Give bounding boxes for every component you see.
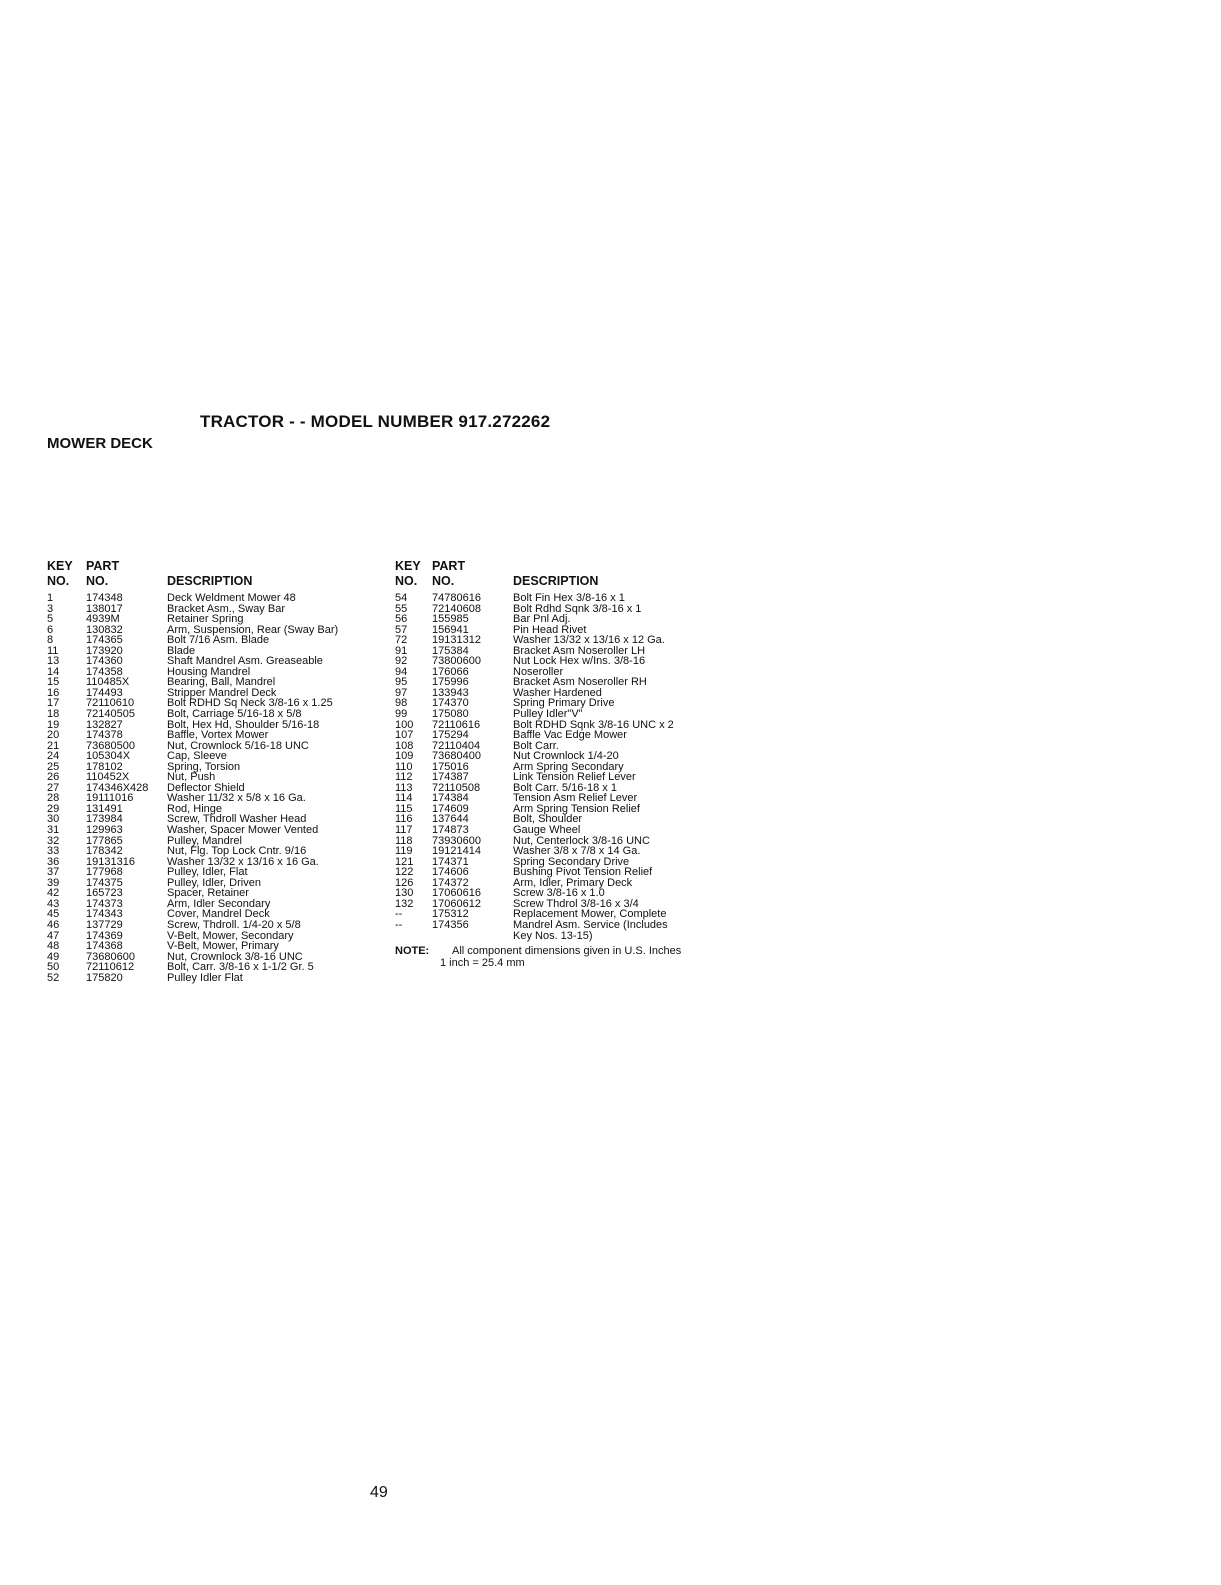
description: Nut Lock Hex w/Ins. 3/8-16: [513, 655, 646, 668]
description: Bar Pnl Adj.: [513, 613, 571, 626]
description: Spring Secondary Drive: [513, 855, 630, 868]
description: Arm, Idler, Primary Deck: [513, 876, 633, 889]
description: Screw Thdrol 3/8-16 x 3/4: [513, 897, 639, 910]
key-no: 113: [395, 781, 413, 794]
description: Screw 3/8-16 x 1.0: [513, 887, 605, 900]
description: Bolt 7/16 Asm. Blade: [167, 634, 270, 647]
key-no: 27: [47, 781, 60, 794]
key-no: 6: [47, 623, 54, 636]
description: Baffle Vac Edge Mower: [513, 729, 627, 742]
key-no: 42: [47, 887, 60, 900]
header-description: DESCRIPTION: [513, 574, 599, 588]
description: Nut, Flg. Top Lock Cntr. 9/16: [167, 845, 307, 858]
part-no: 174348: [86, 592, 123, 604]
part-no: 178342: [86, 845, 123, 858]
key-no: 110: [395, 760, 413, 773]
key-no: 46: [47, 918, 60, 931]
description: Deck Weldment Mower 48: [167, 592, 296, 604]
description: Mandrel Asm. Service (Includes: [513, 918, 668, 931]
description: Washer 3/8 x 7/8 x 14 Ga.: [513, 845, 641, 858]
description: Blade: [167, 644, 196, 657]
description: Nut, Push: [167, 771, 216, 784]
key-no: 99: [395, 708, 408, 721]
description: Bolt Carr. 5/16-18 x 1: [513, 781, 617, 794]
description: Bracket Asm Noseroller RH: [513, 676, 647, 689]
key-no: 108: [395, 739, 414, 752]
description: Bolt, Shoulder: [513, 813, 583, 826]
header-key-line1: KEY: [395, 559, 421, 573]
description: Bolt RDHD Sqnk 3/8-16 UNC x 2: [513, 718, 674, 731]
table-row: [47, 709, 387, 720]
key-no: --: [395, 908, 403, 921]
key-no: 14: [47, 665, 60, 678]
part-no: 174346X428: [86, 781, 149, 794]
parts-list-right: [395, 559, 725, 970]
table-row: [395, 709, 725, 720]
description: Key Nos. 13-15): [513, 929, 593, 942]
key-no: 30: [47, 813, 60, 826]
key-no: 45: [47, 908, 60, 921]
part-no: 72140505: [86, 708, 135, 721]
section-title: MOWER DECK: [47, 435, 153, 452]
key-no: 55: [395, 602, 408, 615]
table-row: [395, 593, 725, 604]
description: Bolt, Carr. 3/8-16 x 1-1/2 Gr. 5: [167, 961, 314, 974]
description: Arm Spring Tension Relief: [513, 802, 640, 815]
key-no: 92: [395, 655, 408, 668]
key-no: --: [395, 918, 403, 931]
part-no: 129963: [86, 824, 123, 837]
part-no: 174343: [86, 908, 123, 921]
part-no: 174356: [432, 918, 469, 931]
note-line-2: 1 inch = 25.4 mm: [440, 957, 525, 970]
description: Pulley Idler Flat: [167, 971, 243, 984]
description: Stripper Mandrel Deck: [167, 686, 277, 699]
key-no: 16: [47, 686, 60, 699]
description: Washer 13/32 x 13/16 x 16 Ga.: [167, 855, 319, 868]
part-no: 19111016: [86, 792, 134, 805]
description: Spacer, Retainer: [167, 887, 249, 900]
description: Rod, Hinge: [167, 802, 223, 815]
header-part-line1: PART: [432, 559, 466, 573]
description: Washer, Spacer Mower Vented: [167, 824, 319, 837]
description: Retainer Spring: [167, 613, 244, 626]
part-no: 138017: [86, 602, 123, 615]
part-no: 177865: [86, 834, 123, 847]
part-no: 72110612: [86, 961, 135, 974]
part-no: 73680600: [86, 950, 135, 963]
header-part-line1: PART: [86, 559, 120, 573]
part-no: 137729: [86, 918, 123, 931]
key-no: 43: [47, 897, 60, 910]
description: Shaft Mandrel Asm. Greaseable: [167, 655, 323, 668]
key-no: 13: [47, 655, 60, 668]
part-no: 17060612: [432, 897, 481, 910]
part-no: 130832: [86, 623, 123, 636]
key-no: 24: [47, 750, 60, 763]
part-no: 174369: [86, 929, 123, 942]
key-no: 39: [47, 876, 60, 889]
part-no: 133943: [432, 686, 469, 699]
key-no: 117: [395, 824, 413, 837]
part-no: 174372: [432, 876, 469, 889]
description: Nut Crownlock 1/4-20: [513, 750, 619, 763]
description: Nut, Crownlock 5/16-18 UNC: [167, 739, 309, 752]
description: Housing Mandrel: [167, 665, 251, 678]
part-no: 72140608: [432, 602, 481, 615]
description: Washer Hardened: [513, 686, 602, 699]
key-no: 1: [47, 592, 54, 604]
part-no: 110452X: [86, 771, 130, 784]
description: Spring Primary Drive: [513, 697, 615, 710]
part-no: 73800600: [432, 655, 481, 668]
table-row: [395, 920, 725, 931]
column-headers: [395, 559, 725, 593]
part-no: 174371: [432, 855, 469, 868]
key-no: 3: [47, 602, 54, 615]
part-no: 4939M: [86, 613, 120, 626]
key-no: 91: [395, 644, 408, 657]
key-no: 47: [47, 929, 60, 942]
description: Tension Asm Relief Lever: [513, 792, 638, 805]
description: Washer 11/32 x 5/8 x 16 Ga.: [167, 792, 306, 805]
header-part-line2: NO.: [432, 574, 455, 588]
part-no: 72110404: [432, 739, 481, 752]
part-no: 175312: [432, 908, 469, 921]
description: Replacement Mower, Complete: [513, 908, 667, 921]
table-row: [47, 825, 387, 836]
description: Bushing Pivot Tension Relief: [513, 866, 653, 879]
key-no: 94: [395, 665, 408, 678]
description: Pulley, Idler, Flat: [167, 866, 248, 879]
part-no: 19131312: [432, 634, 481, 647]
description: Bolt Fin Hex 3/8-16 x 1: [513, 592, 625, 604]
part-no: 175080: [432, 708, 469, 721]
part-no: 19121414: [432, 845, 481, 858]
table-row: [47, 920, 387, 931]
description: Cap, Sleeve: [167, 750, 227, 763]
description: Arm Spring Secondary: [513, 760, 624, 773]
key-no: 26: [47, 771, 60, 784]
key-no: 19: [47, 718, 60, 731]
table-row: [47, 973, 387, 984]
description: Nut, Centerlock 3/8-16 UNC: [513, 834, 650, 847]
description: Baffle, Vortex Mower: [167, 729, 269, 742]
description: Pin Head Rivet: [513, 623, 587, 636]
key-no: 28: [47, 792, 60, 805]
description: Link Tension Relief Lever: [513, 771, 636, 784]
part-no: 174365: [86, 634, 123, 647]
description: Bracket Asm., Sway Bar: [167, 602, 285, 615]
description: V-Belt, Mower, Secondary: [167, 929, 294, 942]
key-no: 25: [47, 760, 60, 773]
part-no: 74780616: [432, 592, 481, 604]
part-no: 73680500: [86, 739, 135, 752]
header-key-line1: KEY: [47, 559, 73, 573]
part-no: 177968: [86, 866, 123, 879]
key-no: 56: [395, 613, 408, 626]
key-no: 8: [47, 634, 54, 647]
part-no: 175384: [432, 644, 469, 657]
part-no: 110485X: [86, 676, 130, 689]
key-no: 17: [47, 697, 60, 710]
part-no: 19131316: [86, 855, 135, 868]
part-no: 132827: [86, 718, 123, 731]
part-no: 131491: [86, 802, 123, 815]
key-no: 57: [395, 623, 408, 636]
part-no: 156941: [432, 623, 469, 636]
description: Cover, Mandrel Deck: [167, 908, 270, 921]
description: Screw, Thdroll. 1/4-20 x 5/8: [167, 918, 301, 931]
header-description: DESCRIPTION: [167, 574, 253, 588]
key-no: 72: [395, 634, 408, 647]
part-no: 174378: [86, 729, 123, 742]
key-no: 37: [47, 866, 60, 879]
key-no: 11: [47, 644, 59, 657]
page-number: 49: [370, 1484, 388, 1501]
part-no: 155985: [432, 613, 469, 626]
key-no: 107: [395, 729, 414, 742]
part-no: 72110610: [86, 697, 135, 710]
part-no: 174370: [432, 697, 469, 710]
part-no: 174873: [432, 824, 469, 837]
part-no: 137644: [432, 813, 469, 826]
part-no: 174609: [432, 802, 469, 815]
part-no: 73930600: [432, 834, 481, 847]
part-no: 174387: [432, 771, 469, 784]
part-no: 72110616: [432, 718, 481, 731]
description: Arm, Idler Secondary: [167, 897, 271, 910]
description: Bolt Rdhd Sqnk 3/8-16 x 1: [513, 602, 642, 615]
key-no: 132: [395, 897, 414, 910]
parts-list-left: [47, 559, 387, 983]
key-no: 130: [395, 887, 414, 900]
key-no: 98: [395, 697, 408, 710]
key-no: 112: [395, 771, 413, 784]
key-no: 33: [47, 845, 60, 858]
description: Screw, Thdroll Washer Head: [167, 813, 307, 826]
part-no: 73680400: [432, 750, 481, 763]
part-no: 174373: [86, 897, 123, 910]
key-no: 29: [47, 802, 60, 815]
part-no: 174368: [86, 940, 123, 953]
key-no: 97: [395, 686, 408, 699]
description: Pulley, Mandrel: [167, 834, 242, 847]
key-no: 115: [395, 802, 413, 815]
key-no: 49: [47, 950, 60, 963]
part-no: 175016: [432, 760, 469, 773]
part-no: 174375: [86, 876, 123, 889]
description: Deflector Shield: [167, 781, 245, 794]
key-no: 20: [47, 729, 60, 742]
part-no: 17060616: [432, 887, 481, 900]
table-row: [47, 941, 387, 952]
description: Noseroller: [513, 665, 564, 678]
key-no: 48: [47, 940, 60, 953]
header-key-line2: NO.: [47, 574, 70, 588]
description: Bolt, Carriage 5/16-18 x 5/8: [167, 708, 302, 721]
key-no: 122: [395, 866, 414, 879]
key-no: 121: [395, 855, 414, 868]
key-no: 95: [395, 676, 408, 689]
description: Bolt Carr.: [513, 739, 559, 752]
description: Pulley Idler"V": [513, 708, 583, 721]
key-no: 5: [47, 613, 54, 626]
part-no: 174360: [86, 655, 123, 668]
description: Arm, Suspension, Rear (Sway Bar): [167, 623, 339, 636]
description: Pulley, Idler, Driven: [167, 876, 261, 889]
key-no: 116: [395, 813, 413, 826]
key-no: 31: [47, 824, 60, 837]
part-no: 174493: [86, 686, 123, 699]
part-no: 173920: [86, 644, 123, 657]
description: Bracket Asm Noseroller LH: [513, 644, 646, 657]
note-line-1: All component dimensions given in U.S. Inches: [452, 945, 682, 958]
description: Washer 13/32 x 13/16 x 12 Ga.: [513, 634, 665, 647]
description: Gauge Wheel: [513, 824, 581, 837]
part-no: 173984: [86, 813, 123, 826]
table-row: [395, 931, 725, 942]
header-key-line2: NO.: [395, 574, 418, 588]
description: Bolt, Hex Hd, Shoulder 5/16-18: [167, 718, 320, 731]
part-no: 165723: [86, 887, 123, 900]
parts-rows-right: [395, 593, 725, 941]
description: Bolt RDHD Sq Neck 3/8-16 x 1.25: [167, 697, 333, 710]
key-no: 109: [395, 750, 414, 763]
key-no: 32: [47, 834, 60, 847]
description: V-Belt, Mower, Primary: [167, 940, 279, 953]
part-no: 175820: [86, 971, 123, 984]
key-no: 18: [47, 708, 60, 721]
key-no: 15: [47, 676, 60, 689]
part-no: 176066: [432, 665, 469, 678]
key-no: 119: [395, 845, 413, 858]
key-no: 50: [47, 961, 60, 974]
key-no: 126: [395, 876, 414, 889]
part-no: 174384: [432, 792, 469, 805]
description: Spring, Torsion: [167, 760, 241, 773]
table-row: [47, 593, 387, 604]
part-no: 178102: [86, 760, 123, 773]
part-no: 105304X: [86, 750, 131, 763]
part-no: 72110508: [432, 781, 481, 794]
key-no: 118: [395, 834, 413, 847]
part-no: 174606: [432, 866, 469, 879]
column-headers: [47, 559, 387, 593]
part-no: 175294: [432, 729, 469, 742]
description: Bearing, Ball, Mandrel: [167, 676, 276, 689]
part-no: 174358: [86, 665, 123, 678]
header-part-line2: NO.: [86, 574, 109, 588]
note-label: NOTE:: [395, 945, 430, 958]
key-no: 36: [47, 855, 60, 868]
page-title: TRACTOR - - MODEL NUMBER 917.272262: [200, 412, 551, 431]
key-no: 114: [395, 792, 413, 805]
key-no: 54: [395, 592, 408, 604]
table-row: [395, 825, 725, 836]
key-no: 52: [47, 971, 60, 984]
part-no: 175996: [432, 676, 469, 689]
parts-rows-left: [47, 593, 387, 983]
key-no: 100: [395, 718, 414, 731]
description: Nut, Crownlock 3/8-16 UNC: [167, 950, 303, 963]
key-no: 21: [47, 739, 60, 752]
